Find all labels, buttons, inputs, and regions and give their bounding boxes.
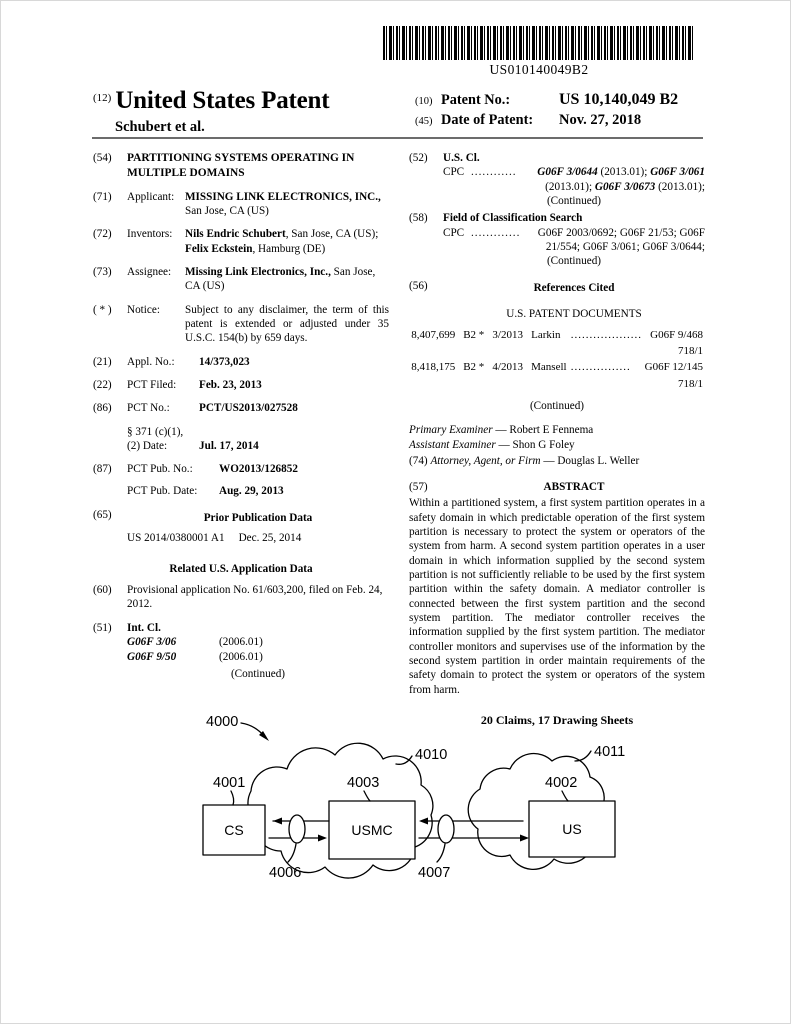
field-inventors-value [185, 227, 389, 256]
applicant-address: San Jose, CA (US) [185, 204, 269, 217]
ref-label-4002: 4002 [545, 775, 578, 791]
patent-header-left [93, 87, 393, 136]
field-provisional-code: (60) [93, 583, 112, 596]
field-371 [93, 425, 389, 454]
patent-number-code: (10) [415, 96, 433, 107]
leader-4001 [231, 791, 234, 805]
primary-examiner-value: — Robert E Fennema [492, 423, 594, 436]
assignee-name: Missing Link Electronics, Inc., [185, 265, 331, 278]
field-assignee-value [185, 265, 389, 294]
inventor-1-name: Nils Endric Schubert [185, 228, 286, 241]
arrow-us-to-usmc-head [419, 818, 428, 825]
field-applicant-value [185, 190, 389, 219]
int-cl-row [127, 650, 389, 664]
field-of-search-continued: (Continued) [546, 255, 602, 268]
field-pct-no-label: PCT No.: [127, 402, 170, 415]
reference-date: 3/2013 [492, 329, 523, 342]
references-cited-heading: References Cited [533, 281, 615, 294]
document-kind-code: (12) [93, 92, 112, 104]
pct-pub-date-label: PCT Pub. Date: [127, 484, 198, 497]
ref-label-4003: 4003 [347, 775, 380, 791]
field-prior-publication [93, 508, 389, 546]
prior-publication-body [127, 508, 389, 546]
field-notice [93, 303, 389, 346]
inventor-line: Schubert et al. [115, 119, 205, 135]
abstract-heading: ABSTRACT [543, 480, 605, 493]
field-abstract-header [409, 480, 705, 494]
field-pct-no-value: PCT/US2013/027528 [199, 402, 298, 415]
ref-label-4010: 4010 [415, 747, 448, 763]
references-table [409, 326, 705, 392]
label-box-us: US [562, 821, 582, 837]
barcode-bars [383, 26, 695, 60]
table-row [411, 328, 703, 342]
prior-publication-code: (65) [93, 508, 112, 521]
leader-4003 [364, 791, 370, 801]
pct-pub-no-value: WO2013/126852 [219, 463, 298, 476]
primary-examiner-line [409, 423, 705, 437]
field-references-cited [409, 279, 705, 322]
barcode-block [383, 26, 695, 78]
field-of-search-code: (58) [409, 212, 428, 225]
field-appl-no-value: 14/373,023 [199, 355, 250, 368]
barcode-number: US010140049B2 [489, 62, 589, 77]
field-int-cl-body [127, 621, 389, 681]
bibliographic-right-column [409, 151, 705, 728]
field-title-text: PARTITIONING SYSTEMS OPERATING IN MULTIPLE DOMAINS [127, 152, 355, 179]
pct-pub-no-row [127, 462, 389, 476]
reference-subclass: 718/1 [677, 345, 703, 358]
leader-4006 [288, 844, 296, 862]
assistant-examiner-value: — Shon G Foley [495, 439, 575, 452]
patent-date-label: Date of Patent: [441, 112, 534, 128]
reference-date: 4/2013 [492, 361, 523, 374]
assistant-examiner-label: Assistant Examiner [409, 439, 496, 452]
us-cl-cpc-row [443, 165, 705, 194]
primary-examiner-label: Primary Examiner [409, 423, 493, 436]
field-title-code: (54) [93, 152, 112, 164]
field-371-line1: § 371 (c)(1), [127, 425, 184, 438]
field-371-labels [127, 425, 199, 454]
inventor-1-address: , San Jose, CA (US); [285, 228, 379, 241]
reference-number: 8,407,699 [411, 329, 456, 342]
field-applicant [93, 190, 389, 219]
arrow-usmc-to-cs-head [273, 818, 282, 825]
field-title [93, 151, 389, 181]
field-appl-no [93, 355, 389, 369]
field-pct-no-code: (86) [93, 402, 112, 415]
field-371-value: Jul. 17, 2014 [199, 439, 259, 452]
field-applicant-code: (71) [93, 190, 112, 203]
field-inventors-label: Inventors: [127, 228, 173, 241]
field-applicant-label: Applicant: [127, 190, 175, 203]
int-cl-version: (2006.01) [219, 651, 263, 664]
field-us-cl-code: (52) [409, 152, 428, 164]
field-371-spacer [93, 425, 127, 454]
cpc-symbol: G06F 3/0644 [537, 166, 598, 179]
field-int-cl-code: (51) [93, 621, 112, 634]
related-application-heading: Related U.S. Application Data [169, 562, 313, 575]
field-inventors [93, 227, 389, 256]
attorney-value: — Douglas L. Weller [540, 454, 640, 467]
field-provisional-text: Provisional application No. 61/603,200, filed on Feb. 24, 2012. [127, 583, 383, 611]
us-cl-continued: (Continued) [546, 194, 602, 207]
int-cl-symbol: G06F 3/06 [127, 635, 177, 648]
abstract-text: Within a partitioned system, a first system partition operates in a safety domain in which predictable operation of the first system partition is necessary to protect the system or operators of the system from harm. A second system partition operates in a user domain in which information supplied by the second system partition is not sufficiently reliable to be used by the first system partition within the safety domain. A mediator controller is connected between the first system partition and the second system partition. The mediator controller receives the information supplied by the first system partition. The mediator controller monitors and supervises use of the information by the second system partition in order maintain requirements of the safety domain to protect the system or operators of the system from harm. [409, 497, 705, 696]
references-cited-code: (56) [409, 279, 428, 292]
us-cl-cpc-label: CPC [443, 166, 465, 179]
ref-label-4007: 4007 [418, 865, 451, 881]
references-cited-body [443, 279, 705, 322]
field-notice-text: Subject to any disclaimer, the term of this patent is extended or adjusted under 35 U.S.C. 154(b) by 659 days. [185, 303, 389, 345]
header-divider [92, 137, 703, 139]
reference-dots: ................... [570, 329, 642, 342]
reference-classification: G06F 9/468 [650, 329, 703, 342]
field-pct-filed-value: Feb. 23, 2013 [199, 378, 262, 391]
us-patent-documents-subheading: U.S. PATENT DOCUMENTS [506, 307, 642, 320]
reference-number: 8,418,175 [411, 361, 456, 374]
reference-assignee-name: Larkin [531, 329, 561, 342]
figure-svg [151, 701, 651, 931]
attorney-label: Attorney, Agent, or Firm [430, 454, 541, 467]
table-row [411, 377, 703, 391]
bibliographic-left-column [93, 151, 389, 690]
references-continued: (Continued) [529, 399, 585, 412]
page-title: United States Patent [115, 87, 330, 114]
field-appl-no-code: (21) [93, 355, 112, 368]
prior-publication-number: US 2014/0380001 A1 [127, 532, 225, 545]
cpc-version: (2013.01); [597, 166, 651, 179]
interface-ellipse-right [438, 815, 454, 843]
interface-ellipse-left [289, 815, 305, 843]
pct-pub-no-label: PCT Pub. No.: [127, 463, 193, 476]
reference-classification: G06F 12/145 [644, 361, 703, 374]
cpc-version: (2013.01); [655, 180, 705, 193]
field-provisional [93, 583, 389, 612]
assistant-examiner-line [409, 438, 705, 452]
patent-date-code: (45) [415, 116, 433, 127]
arrow-cs-to-usmc-head [318, 835, 327, 842]
table-row [411, 344, 703, 358]
us-cl-value [527, 165, 705, 194]
assignee-address: San Jose, CA (US) [185, 265, 376, 293]
field-pct-pub-body [127, 462, 389, 499]
prior-publication-heading: Prior Publication Data [203, 511, 313, 524]
abstract-code: (57) [409, 480, 428, 493]
leader-4007 [437, 844, 445, 862]
pct-pub-date-row [127, 484, 389, 498]
attorney-code: (74) [409, 454, 428, 467]
int-cl-heading: Int. Cl. [127, 621, 161, 634]
cpc-version: (2013.01); [545, 180, 595, 193]
field-int-cl [93, 621, 389, 681]
patent-date-value: Nov. 27, 2018 [559, 112, 642, 128]
arrow-usmc-to-us-head [520, 835, 529, 842]
field-of-search-cpc-label: CPC [443, 226, 465, 239]
int-cl-continued: (Continued) [230, 667, 286, 680]
ref-label-4000: 4000 [206, 714, 239, 730]
field-pct-no [93, 401, 389, 415]
field-notice-label: Notice: [127, 303, 160, 316]
reference-subclass: 718/1 [677, 377, 703, 390]
field-of-search-dots: ............. [471, 226, 521, 239]
field-us-cl [409, 151, 705, 208]
ref-label-4011: 4011 [594, 744, 626, 760]
field-assignee-code: (73) [93, 265, 112, 278]
field-of-search-cpc-row [443, 226, 705, 255]
field-of-search-value: G06F 2003/0692; G06F 21/53; G06F 21/554; G06F 3/061; G06F 3/0644; [537, 226, 705, 253]
pct-pub-date-value: Aug. 29, 2013 [219, 484, 284, 497]
field-notice-code: ( * ) [93, 303, 112, 316]
attorney-line [409, 454, 705, 468]
prior-publication-line [127, 531, 389, 545]
int-cl-symbol: G06F 9/50 [127, 651, 177, 664]
patent-date-row [415, 112, 705, 129]
field-pct-filed-code: (22) [93, 378, 112, 391]
int-cl-version: (2006.01) [219, 635, 263, 648]
us-cl-heading: U.S. Cl. [443, 152, 480, 164]
cpc-symbol: G06F 3/0673 [594, 180, 656, 193]
patent-number-row [415, 91, 705, 109]
reference-dots: ................ [570, 361, 631, 374]
field-inventors-code: (72) [93, 228, 112, 241]
field-assignee-label: Assignee: [127, 265, 172, 278]
int-cl-row [127, 635, 389, 649]
field-assignee [93, 265, 389, 294]
inventor-2-name: Felix Eckstein [185, 242, 253, 255]
patent-number-label: Patent No.: [441, 92, 511, 108]
field-of-search-heading: Field of Classification Search [443, 212, 583, 225]
field-appl-no-label: Appl. No.: [127, 355, 175, 368]
label-box-usmc: USMC [351, 822, 393, 838]
reference-kind: B2 * [463, 329, 485, 342]
field-371-line2: (2) Date: [127, 439, 168, 452]
field-pct-pub-no [93, 462, 389, 499]
us-cl-dots: ............ [471, 166, 517, 179]
field-field-of-search [409, 211, 705, 268]
field-pct-pub-code: (87) [93, 463, 112, 476]
prior-publication-date: Dec. 25, 2014 [238, 532, 302, 545]
field-pct-filed [93, 378, 389, 392]
patent-figure [151, 701, 651, 931]
patent-number-value: US 10,140,049 B2 [559, 91, 679, 108]
applicant-name: MISSING LINK ELECTRONICS, INC., [185, 190, 381, 203]
inventor-2-address: , Hamburg (DE) [252, 242, 326, 255]
field-us-cl-body [443, 151, 705, 208]
leader-4002 [562, 791, 568, 801]
ref-label-4001: 4001 [213, 775, 246, 791]
field-pct-filed-label: PCT Filed: [127, 378, 177, 391]
claims-drawings-line: 20 Claims, 17 Drawing Sheets [480, 713, 634, 728]
cpc-symbol: G06F 3/061 [650, 166, 705, 179]
field-of-search-body [443, 211, 705, 268]
label-box-cs: CS [224, 822, 244, 838]
table-row [411, 360, 703, 374]
field-371-value-wrap [199, 425, 389, 454]
reference-assignee-name: Mansell [531, 361, 567, 374]
ref-label-4006: 4006 [269, 865, 302, 881]
reference-kind: B2 * [463, 361, 485, 374]
patent-header-right [415, 91, 705, 132]
